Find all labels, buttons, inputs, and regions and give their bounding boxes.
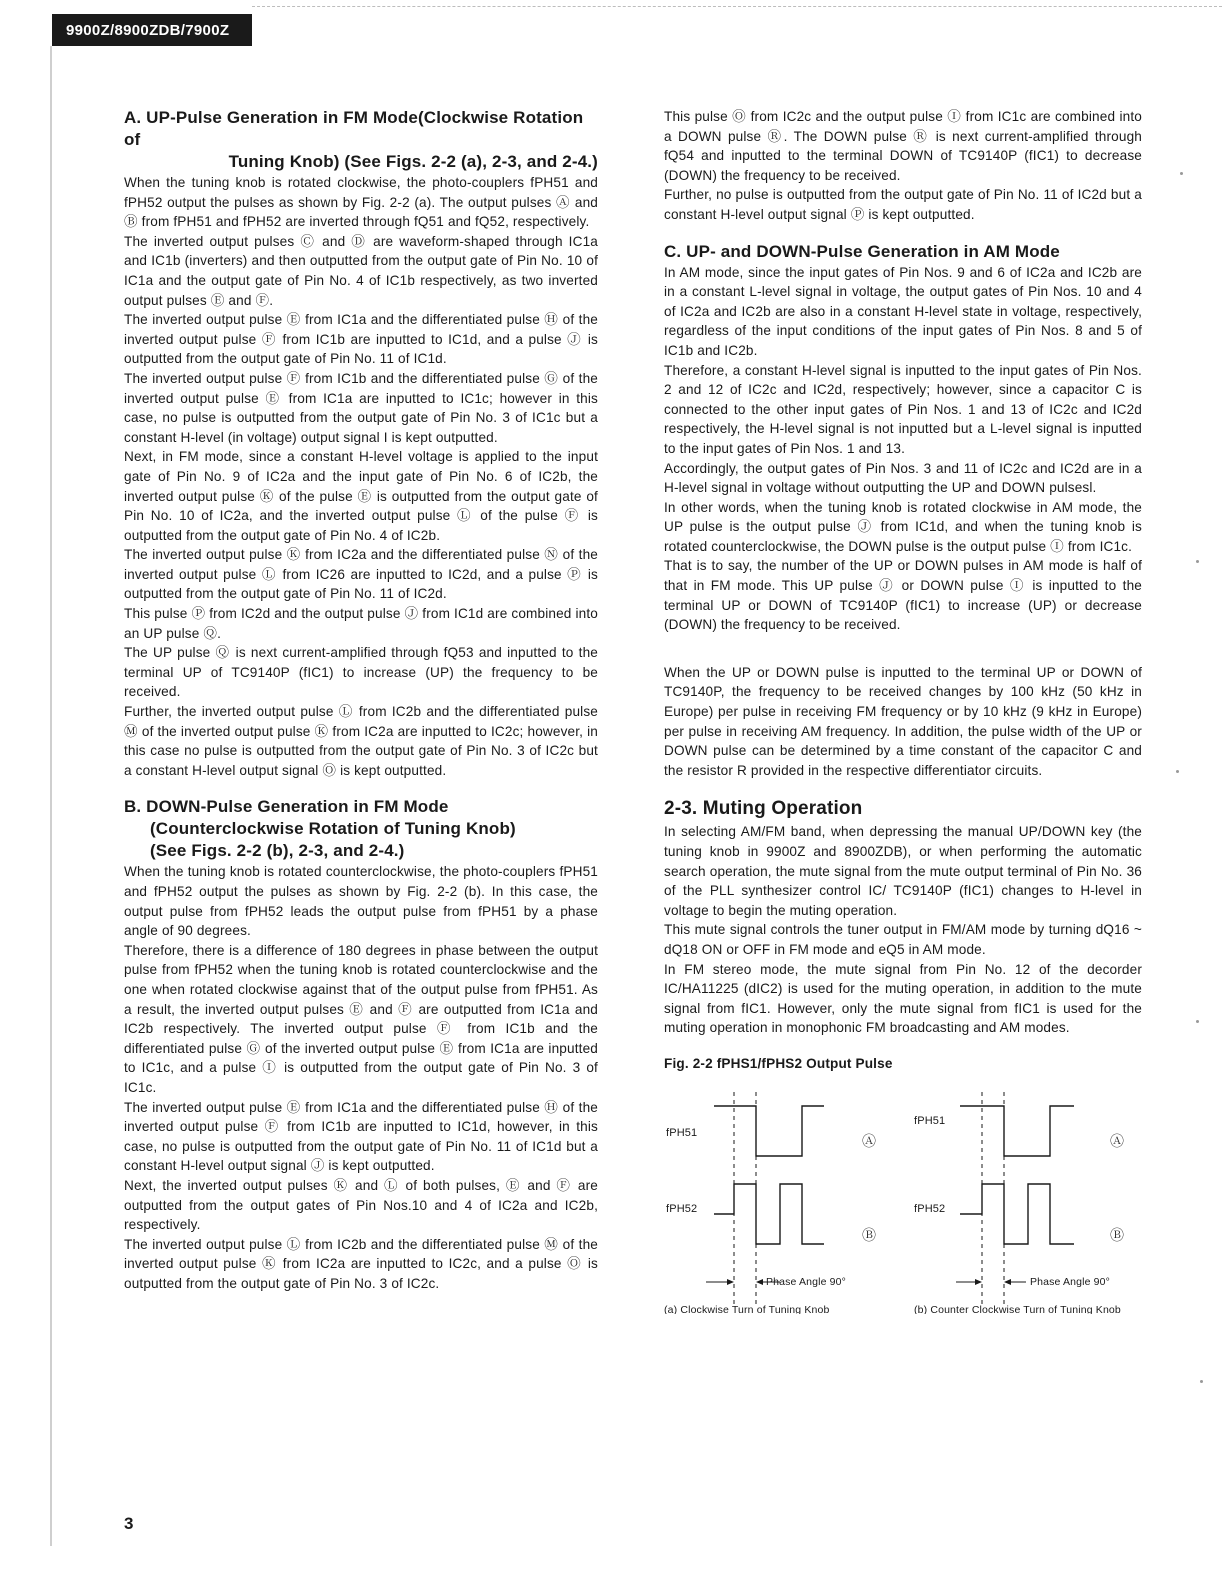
section-a-paragraph: The inverted output pulse Ⓔ from IC1a and the differentiated pulse Ⓗ of the inverted output pulse Ⓕ from IC1b are inputted to IC1d, and a pulse Ⓙ is outputted from the output gate of Pin No. 11 of IC1d. [124,312,598,367]
panel-b-caption: (b) Counter Clockwise Turn of Tuning Knob [914,1303,1121,1314]
muting-paragraph: In FM stereo mode, the mute signal from Pin No. 12 of the decorder IC/HA11225 (dIC2) is used for the muting operation, in addition to the mute signal from fIC1. However, only the mute signal from fIC1 is used for the muting operation in monophonic FM broadcasting and AM modes. [664,961,1142,1036]
section-c-paragraph: In other words, when the tuning knob is rotated clockwise in AM mode, the UP pulse is the output pulse Ⓙ from IC1d, and when the tuning knob is rotated counterclockwise, the DOWN pulse is the output pulse Ⓘ from IC1c. [664,499,1142,554]
pulse-figure [664,1084,1142,1314]
right-column [664,107,1142,1314]
panel-b-marker-b: Ⓑ [1110,1226,1125,1243]
scan-speck [1180,172,1183,175]
model-title: 9900Z/8900ZDB/7900Z [66,21,230,39]
muting-paragraph: This mute signal controls the tuner output in FM/AM mode by turning dQ16 ~ dQ18 ON or OFF in FM mode and eQ5 in AM mode. [664,922,1142,957]
section-b-title-line3: (See Figs. 2-2 (b), 2-3, and 2-4.) [150,841,405,861]
figure-caption: Fig. 2-2 fPHS1/fPHS2 Output Pulse [664,1055,893,1071]
section-c-paragraph: In AM mode, since the input gates of Pin Nos. 9 and 6 of IC2a and IC2b are in a constant L-level signal in voltage, the output gates of Pin Nos. 10 and 4 of IC2a and IC2b are also in a constant H-level state in voltage, respectively, regardless of the input conditions of the input gates of Pin Nos. 8 and 5 of IC1b and IC2b. [664,264,1142,358]
panel-a-label-fph52: fPH52 [666,1202,698,1215]
panel-a-marker-a: Ⓐ [862,1132,877,1149]
panel-b-arrowhead-left [975,1279,982,1285]
panel-a-phase-text: Phase Angle 90° [766,1275,847,1288]
panel-a [706,1092,824,1304]
section-b-paragraph: Therefore, there is a difference of 180 degrees in phase between the output pulse from fPH52 when the tuning knob is rotated counterclockwise and the one when rotated clockwise against that of the output pulse from fPH51. As a result, the inverted output pulses Ⓔ and Ⓕ are outputted from IC1a and IC2b respectively. The inverted output pulse Ⓕ from IC1b and the differentiated pulse Ⓖ of the inverted output pulse Ⓔ from IC1a are inputted to IC1c, and a pulse Ⓘ is outputted from the output gate of Pin No. 3 of IC1c. [124,942,598,1095]
model-title-badge [52,14,252,46]
panel-b-label-fph52: fPH52 [914,1202,946,1215]
section-a-paragraph: The inverted output pulse Ⓕ from IC1b and the differentiated pulse Ⓖ of the inverted output pulse Ⓔ from IC1a are inputted to IC1c; however in this case, no pulse is outputted from the output gate of Pin No. 3 of IC1c but a constant H-level (in voltage) output signal I is kept outputted. [124,370,598,445]
section-a-paragraph: The UP pulse Ⓠ is next current-amplified through fQ53 and inputted to the terminal UP of TC9140P (fIC1) to increase (UP) the frequency to be received. [124,645,598,700]
spacer [124,780,598,796]
spacer [664,1038,1142,1054]
section-b-heading [124,796,598,862]
left-margin-rule [50,46,52,1546]
section-c-paragraph: Accordingly, the output gates of Pin Nos. 3 and 11 of IC2c and IC2d are in a H-level signal in voltage without outputting the UP and DOWN pulsesl. [664,460,1142,496]
scan-speck [1200,1380,1203,1383]
section-b-paragraph: The inverted output pulse Ⓛ from IC2b and the differentiated pulse Ⓜ of the inverted output pulse Ⓚ from IC2a are inputted to IC2c, and a pulse Ⓞ is outputted from the output gate of Pin No. 3 of IC2c. [124,1236,598,1291]
section-a-paragraph: The inverted output pulses Ⓒ and Ⓓ are waveform-shaped through IC1a and IC1b (inverters) and then outputted from the output gate of Pin No. 10 of IC1a and the output gate of Pin No. 4 of IC1b respectively, as two inverted output pulses Ⓔ and Ⓕ. [124,233,598,308]
spacer [664,225,1142,241]
section-a-heading [124,107,598,173]
left-column [124,107,598,1293]
section-a-title-line1: A. UP-Pulse Generation in FM Mode(Clockwise Rotation of [124,108,584,149]
panel-a-label-fph51: fPH51 [666,1126,698,1139]
spacer [664,780,1142,796]
panel-b-phase-text: Phase Angle 90° [1030,1275,1111,1288]
panel-b-fph51-wave [960,1106,1074,1156]
panel-a-arrowhead-left [727,1279,734,1285]
section-a-paragraph: Next, in FM mode, since a constant H-level voltage is applied to the input gate of Pin No. 9 of IC2a and the input gate of Pin No. 6 of IC2b, the inverted output pulse Ⓚ of the pulse Ⓔ is outputted from the output gate of Pin No. 10 of IC2a, and the inverted output pulse Ⓛ of the pulse Ⓕ is outputted from the output gate of Pin No. 4 of IC2b. [124,449,598,543]
section-c-paragraph: Therefore, a constant H-level signal is inputted to the input gates of Pin Nos. 2 and 12 of IC2c and IC2d, respectively; however, since a capacitor C is connected to the other input gates of Pin Nos. 1 and 13 of IC2c and IC2d respectively, the H-level signal is not inputted but a L-level signal is inputted to the input gates of Pin Nos. 1 and 13. [664,362,1142,456]
section-b-paragraph: The inverted output pulse Ⓔ from IC1a and the differentiated pulse Ⓗ of the inverted output pulse Ⓕ from IC1b are inputted to IC1d, however, in this case, no pulse is outputted from the output gate of Pin No. 11 of IC1d but a constant H-level output signal Ⓙ is kept outputted. [124,1099,598,1174]
section-a-paragraph: This pulse Ⓟ from IC2d and the output pulse Ⓙ from IC1d are combined into an UP pulse Ⓠ. [124,606,598,641]
intro-paragraph: Further, no pulse is outputted from the output gate of Pin No. 11 of IC2d but a constant H-level output signal Ⓟ is kept outputted. [664,187,1142,222]
panel-a-fph51-wave [714,1106,824,1156]
panel-b-label-fph51: fPH51 [914,1114,946,1127]
spacer [664,635,1142,663]
section-a-paragraph: Further, the inverted output pulse Ⓛ from IC2b and the differentiated pulse Ⓜ of the inverted output pulse Ⓚ from IC2a are inputted to IC2c; however, in this case no pulse is outputted from the output gate of Pin No. 3 of IC2c but a constant H-level output signal Ⓞ is kept outputted. [124,704,598,778]
panel-b [956,1092,1074,1304]
scan-speck [1176,770,1179,773]
panel-a-marker-b: Ⓑ [862,1226,877,1243]
section-c-paragraph: That is to say, the number of the UP or DOWN pulses in AM mode is half of that in FM mode. This UP pulse Ⓙ or DOWN pulse Ⓘ is inputted to the terminal UP or DOWN of TC9140P (fIC1) to increase (UP) or decrease (DOWN) the frequency to be received. [664,558,1142,633]
muting-heading: 2-3. Muting Operation [664,798,863,820]
panel-b-fph52-wave [960,1184,1074,1244]
section-b-paragraph: Next, the inverted output pulses Ⓚ and Ⓛ of both pulses, Ⓔ and Ⓕ are outputted from the output gates of Pin Nos.10 and 4 of IC2a and IC2b, respectively. [124,1177,598,1233]
frequency-paragraph: When the UP or DOWN pulse is inputted to the terminal UP or DOWN of TC9140P, the frequency to be received changes by 100 kHz (50 kHz in Europe) per pulse in receiving FM frequency or by 10 kHz (9 kHz in Europe) per pulse in receiving AM frequency. In addition, the pulse width of the UP or DOWN pulse can be determined by a time constant of the capacitor C and the resistor R provided in the respective differentiator circuits. [664,664,1142,778]
panel-a-caption: (a) Clockwise Turn of Tuning Knob [664,1303,830,1314]
intro-paragraph: This pulse Ⓞ from IC2c and the output pulse Ⓘ from IC1c are combined into a DOWN pulse Ⓡ. The DOWN pulse Ⓡ is next current-amplified through fQ54 and inputted to the terminal DOWN of TC9140P (fIC1) to decrease (DOWN) the frequency to be received. [664,109,1142,183]
section-b-title-line2: (Counterclockwise Rotation of Tuning Knob) [150,819,516,839]
section-b-paragraph: When the tuning knob is rotated counterclockwise, the photo-couplers fPH51 and fPH52 output the pulses as shown by Fig. 2-2 (b). In this case, the output pulse from fPH52 leads the output pulse from fPH51 by a phase angle of 90 degrees. [124,864,598,939]
panel-a-arrowhead-right [756,1279,763,1285]
panel-a-fph52-wave [714,1184,824,1244]
panel-b-arrowhead-right [1004,1279,1011,1285]
pulse-diagram-svg [664,1084,1142,1314]
page-number: 3 [124,1514,134,1533]
panel-b-marker-a: Ⓐ [1110,1132,1125,1149]
top-border-rule [252,6,1222,7]
section-a-title-line2: Tuning Knob) (See Figs. 2-2 (a), 2-3, and 2-4.) [228,152,598,171]
section-b-title-line1: B. DOWN-Pulse Generation in FM Mode [124,797,449,817]
section-a-paragraph: When the tuning knob is rotated clockwise, the photo-couplers fPH51 and fPH52 output the pulses as shown by Fig. 2-2 (a). The output pulses Ⓐ and Ⓑ from fPH51 and fPH52 are inverted through fQ51 and fQ52, respectively. [124,175,598,230]
muting-paragraph: In selecting AM/FM band, when depressing the manual UP/DOWN key (the tuning knob in 9900Z and 8900ZDB), or when performing the automatic search operation, the mute signal from the mute output terminal of Pin No. 36 of the PLL synthesizer control IC/ TC9140P (fIC1) changes to H-level in voltage to begin the muting operation. [664,824,1142,918]
section-a-paragraph: The inverted output pulse Ⓚ from IC2a and the differentiated pulse Ⓝ of the inverted output pulse Ⓛ from IC26 are inputted to IC2d, and a pulse Ⓟ is outputted from the output gate of Pin No. 11 of IC2d. [124,547,598,602]
section-c-heading: C. UP- and DOWN-Pulse Generation in AM Mode [664,241,1060,261]
scan-speck [1196,1020,1199,1023]
scan-speck [1196,560,1199,563]
